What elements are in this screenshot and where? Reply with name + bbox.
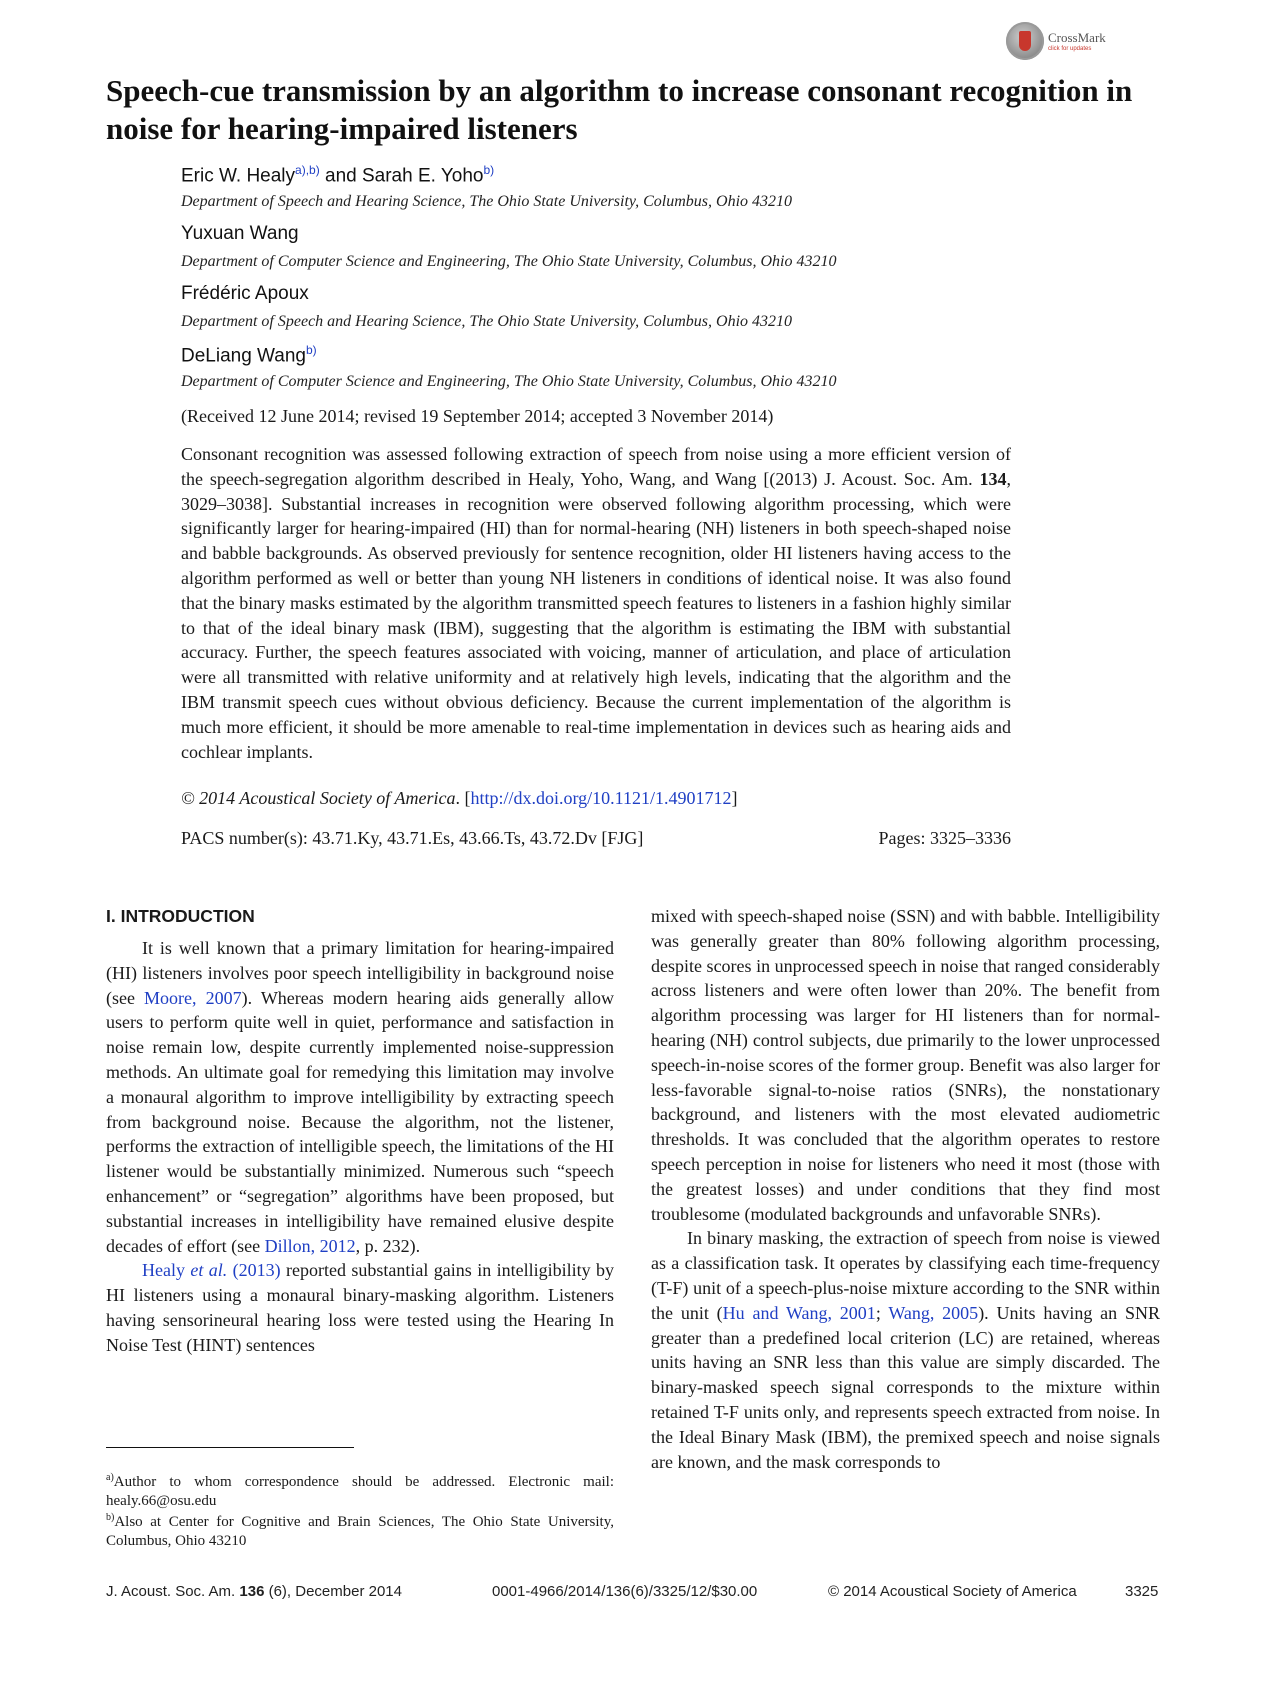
footnote-divider: [106, 1447, 354, 1448]
abstract-text: Consonant recognition was assessed following extraction of speech from noise using a more efficient version of the speech-segregation algorithm described in Healy, Yoho, Wang, and Wang [(2013) J. Acoust. Soc. Am.: [181, 444, 1011, 489]
author-connector: and: [319, 165, 362, 187]
abstract-volume: 134: [979, 468, 1007, 489]
affiliation: Department of Computer Science and Engineering, The Ohio State University, Columbus, Ohio 43210: [181, 373, 837, 390]
citation-link[interactable]: Wang, 2005: [888, 1302, 979, 1323]
abstract: [181, 442, 1011, 764]
author-line-4: [181, 343, 317, 367]
affiliation: Department of Computer Science and Engineering, The Ohio State University, Columbus, Ohio 43210: [181, 253, 837, 270]
author-footnote-mark[interactable]: b): [483, 163, 495, 177]
copyright-text: © 2014 Acoustical Society of America: [181, 788, 456, 808]
received-dates: (Received 12 June 2014; revised 19 September 2014; accepted 3 November 2014): [181, 406, 774, 426]
paragraph: In binary masking, the extraction of speech from noise is viewed as a classification task. It operates by classifying each time-frequency (T-F) unit of a speech-plus-noise mixture according to the SNR within the unit (Hu and Wang, 2001; Wang, 2005). Units having an SNR greater than a predefined local criterion (LC) are retained, whereas units having an SNR less than this value are simply discarded. The binary-masked speech signal corresponds to the mixture within retained T-F units only, and represents speech extracted from noise. In the Ideal Binary Mask (IBM), the premixed speech and noise signals are known, and the mask corresponds to: [651, 1228, 1160, 1472]
right-column: [651, 904, 1160, 1474]
abstract-text: , 3029–3038]. Substantial increases in recognition were observed following algorithm processing, which were significantly larger for hearing-impaired (HI) than for normal-hearing (NH) listeners in both speech-shaped noise and babble backgrounds. As observed previously for sentence recognition, older HI listeners having access to the algorithm performed as well or better than young NH listeners in conditions of identical noise. It was also found that the binary masks estimated by the algorithm transmitted speech features to listeners in a fashion highly similar to that of the ideal binary mask (IBM), suggesting that the algorithm is estimating the IBM with substantial accuracy. Further, the speech features associated with voicing, manner of articulation, and place of articulation were all transmitted with relative uniformity and at relatively high levels, indicating that the algorithm and the IBM transmit speech cues without obvious deficiency. Because the current implementation of the algorithm is much more efficient, it should be more amenable to real-time implementation in devices such as hearing aids and cochlear implants.: [181, 468, 1011, 762]
crossmark-title: CrossMark: [1048, 29, 1106, 45]
author-footnote-mark[interactable]: b): [305, 343, 317, 357]
citation-link[interactable]: Hu and Wang, 2001: [722, 1302, 876, 1323]
footnote: [106, 1468, 614, 1511]
author-line-1: [181, 163, 494, 187]
footnote-text: Also at Center for Cognitive and Brain Sciences, The Ohio State University, Columbus, Ohio 43210: [106, 1514, 614, 1549]
paragraph: Healy et al. (2013) reported substantial gains in intelligibility by HI listeners using a monaural binary-masking algorithm. Listeners having sensorineural hearing loss were tested using the Hearing In Noise Test (HINT) sentences: [106, 1260, 614, 1355]
footer-page-number: 3325: [1125, 1583, 1159, 1600]
author-line-2: [181, 223, 299, 245]
footer-copyright: © 2014 Acoustical Society of America: [828, 1583, 1077, 1600]
footnote-mark: b): [106, 1512, 115, 1523]
author-name: Yuxuan Wang: [181, 223, 299, 244]
page-range: Pages: 3325–3336: [878, 828, 1011, 848]
paragraph: mixed with speech-shaped noise (SSN) and with babble. Intelligibility was generally greater than 80% following algorithm processing, despite scores in unprocessed speech in noise that ranged considerably across listeners and were often lower than 20%. The benefit from algorithm processing was larger for HI listeners than for normal-hearing (NH) control subjects, due primarily to the lower unprocessed speech-in-noise scores of the former group. Benefit was also larger for less-favorable signal-to-noise ratios (SNRs), the nonstationary background, and listeners with the most elevated audiometric thresholds. It was concluded that the algorithm operates to restore speech perception in noise for listeners who need it most (those with the greatest losses) and under conditions that they find most troublesome (modulated backgrounds and unfavorable SNRs).: [651, 906, 1160, 1224]
doi-link[interactable]: http://dx.doi.org/10.1121/1.4901712: [470, 788, 732, 808]
citation-link[interactable]: Moore, 2007: [144, 987, 242, 1008]
citation-link[interactable]: Healy et al. (2013): [142, 1260, 281, 1281]
pacs-numbers: PACS number(s): 43.71.Ky, 43.71.Es, 43.66.Ts, 43.72.Dv [FJG]: [181, 828, 644, 848]
abstract-copyright: © 2014 Acoustical Society of America. [http://dx.doi.org/10.1121/1.4901712]: [181, 788, 738, 808]
citation-link[interactable]: Dillon, 2012: [264, 1235, 356, 1256]
affiliation: Department of Speech and Hearing Science, The Ohio State University, Columbus, Ohio 43210: [181, 193, 793, 210]
left-column: [106, 904, 614, 1358]
author-name: Eric W. Healy: [181, 165, 296, 187]
footnote-mark: a): [106, 1472, 114, 1483]
section-heading: I. INTRODUCTION: [106, 906, 255, 926]
author-name: DeLiang Wang: [181, 345, 306, 367]
author-line-3: [181, 283, 309, 305]
crossmark-subtitle: click for updates: [1048, 45, 1092, 52]
affiliation: Department of Speech and Hearing Science, The Ohio State University, Columbus, Ohio 43210: [181, 313, 793, 330]
footnote-text: Author to whom correspondence should be addressed. Electronic mail: healy.66@osu.edu: [106, 1474, 614, 1509]
footnote: [106, 1508, 614, 1551]
crossmark-badge[interactable]: [1006, 22, 1116, 60]
crossmark-icon: [1006, 22, 1044, 60]
footer-journal: J. Acoust. Soc. Am. 136 (6), December 2014: [106, 1583, 402, 1600]
author-footnote-mark[interactable]: a),b): [295, 163, 320, 177]
footer-issn: 0001-4966/2014/136(6)/3325/12/$30.00: [492, 1583, 758, 1600]
paragraph: It is well known that a primary limitation for hearing-impaired (HI) listeners involves poor speech intelligibility in background noise (see Moore, 2007). Whereas modern hearing aids generally allow users to perform quite well in quiet, performance and satisfaction in noise remain low, despite currently implemented noise-suppression methods. An ultimate goal for remedying this limitation may involve a monaural algorithm to improve intelligibility by extracting speech from background noise. Because the algorithm, not the listener, performs the extraction of intelligible speech, the limitations of the HI listener would be substantially minimized. Numerous such “speech enhancement” or “segregation” algorithms have been proposed, but substantial increases in intelligibility have remained elusive despite decades of effort (see Dillon, 2012, p. 232).: [106, 938, 614, 1256]
paper-title: Speech-cue transmission by an algorithm to increase consonant recognition in noise for hearing-impaired listeners: [106, 73, 1133, 146]
author-name: Sarah E. Yoho: [361, 165, 484, 187]
author-name: Frédéric Apoux: [181, 283, 309, 304]
